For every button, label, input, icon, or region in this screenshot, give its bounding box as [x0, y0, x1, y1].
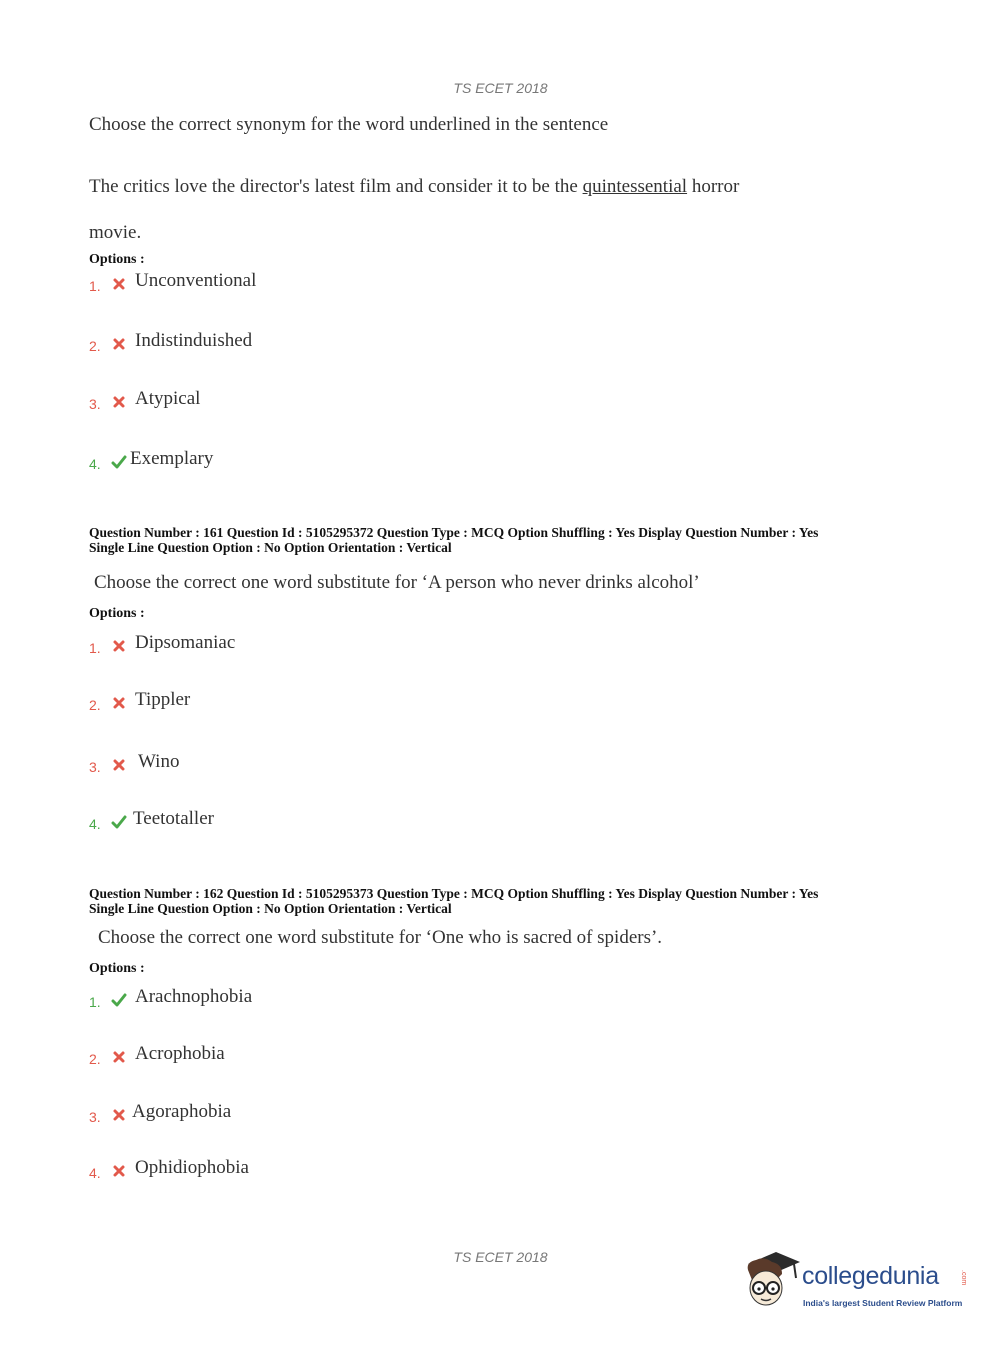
- check-icon: [111, 454, 127, 470]
- q160-options-label: Options :: [89, 252, 145, 267]
- logo-com: .com: [960, 1270, 967, 1286]
- option-text: Teetotaller: [133, 808, 214, 829]
- option-text: Tippler: [135, 689, 191, 710]
- option-text: Indistinduished: [135, 330, 253, 351]
- option-number: 1.: [89, 278, 101, 294]
- option-number: 1.: [89, 640, 101, 656]
- q161-meta-line1: Question Number : 161 Question Id : 5105295372 Question Type : MCQ Option Shuffling : Yes Display Question Number : Yes: [89, 525, 819, 540]
- option-number: 3.: [89, 759, 101, 775]
- q160-instruction: Choose the correct synonym for the word underlined in the sentence: [89, 114, 609, 135]
- q160-sentence-line2: movie.: [89, 222, 142, 243]
- option-text: Exemplary: [130, 448, 214, 469]
- cross-icon: [111, 638, 127, 654]
- page-footer: TS ECET 2018: [453, 1249, 548, 1265]
- option-text: Dipsomaniac: [135, 632, 236, 653]
- q162-meta-line2: Single Line Question Option : No Option Orientation : Vertical: [89, 901, 452, 916]
- option-number: 1.: [89, 994, 101, 1010]
- option-text: Arachnophobia: [135, 986, 253, 1007]
- mascot-icon: [742, 1248, 800, 1318]
- option-text: Atypical: [135, 388, 201, 409]
- cross-icon: [111, 336, 127, 352]
- option-number: 3.: [89, 396, 101, 412]
- cross-icon: [111, 1107, 127, 1123]
- option-number: 4.: [89, 456, 101, 472]
- check-icon: [111, 814, 127, 830]
- option-number: 2.: [89, 1051, 101, 1067]
- q162-options-label: Options :: [89, 961, 145, 976]
- logo-wordmark: collegedunia: [802, 1262, 939, 1290]
- q160-sentence-before: The critics love the director's latest film and consider it to be the: [89, 176, 583, 197]
- cross-icon: [111, 1049, 127, 1065]
- option-text: Acrophobia: [135, 1043, 225, 1064]
- q161-meta-line2: Single Line Question Option : No Option Orientation : Vertical: [89, 540, 452, 555]
- q160-sentence: [89, 176, 739, 198]
- option-text: Agoraphobia: [132, 1101, 232, 1122]
- q162-question: Choose the correct one word substitute for ‘One who is sacred of spiders’.: [98, 927, 663, 948]
- cross-icon: [111, 394, 127, 410]
- check-icon: [111, 992, 127, 1008]
- option-text: Ophidiophobia: [135, 1157, 249, 1178]
- q160-sentence-after: horror: [687, 176, 740, 197]
- q162-meta-line1: Question Number : 162 Question Id : 5105295373 Question Type : MCQ Option Shuffling : Yes Display Question Number : Yes: [89, 886, 819, 901]
- q161-options-label: Options :: [89, 606, 145, 621]
- cross-icon: [111, 1163, 127, 1179]
- q160-underlined-word: quintessential: [582, 176, 688, 197]
- cross-icon: [111, 757, 127, 773]
- option-text: Wino: [138, 751, 180, 772]
- option-number: 4.: [89, 1165, 101, 1181]
- option-number: 2.: [89, 338, 101, 354]
- cross-icon: [111, 276, 127, 292]
- q161-question: Choose the correct one word substitute for ‘A person who never drinks alcohol’: [94, 572, 700, 593]
- option-text: Unconventional: [135, 270, 257, 291]
- collegedunia-logo: [742, 1248, 972, 1318]
- option-number: 4.: [89, 816, 101, 832]
- page-header: TS ECET 2018: [453, 80, 548, 96]
- cross-icon: [111, 695, 127, 711]
- option-number: 2.: [89, 697, 101, 713]
- logo-tagline: India's largest Student Review Platform: [803, 1298, 963, 1308]
- option-number: 3.: [89, 1109, 101, 1125]
